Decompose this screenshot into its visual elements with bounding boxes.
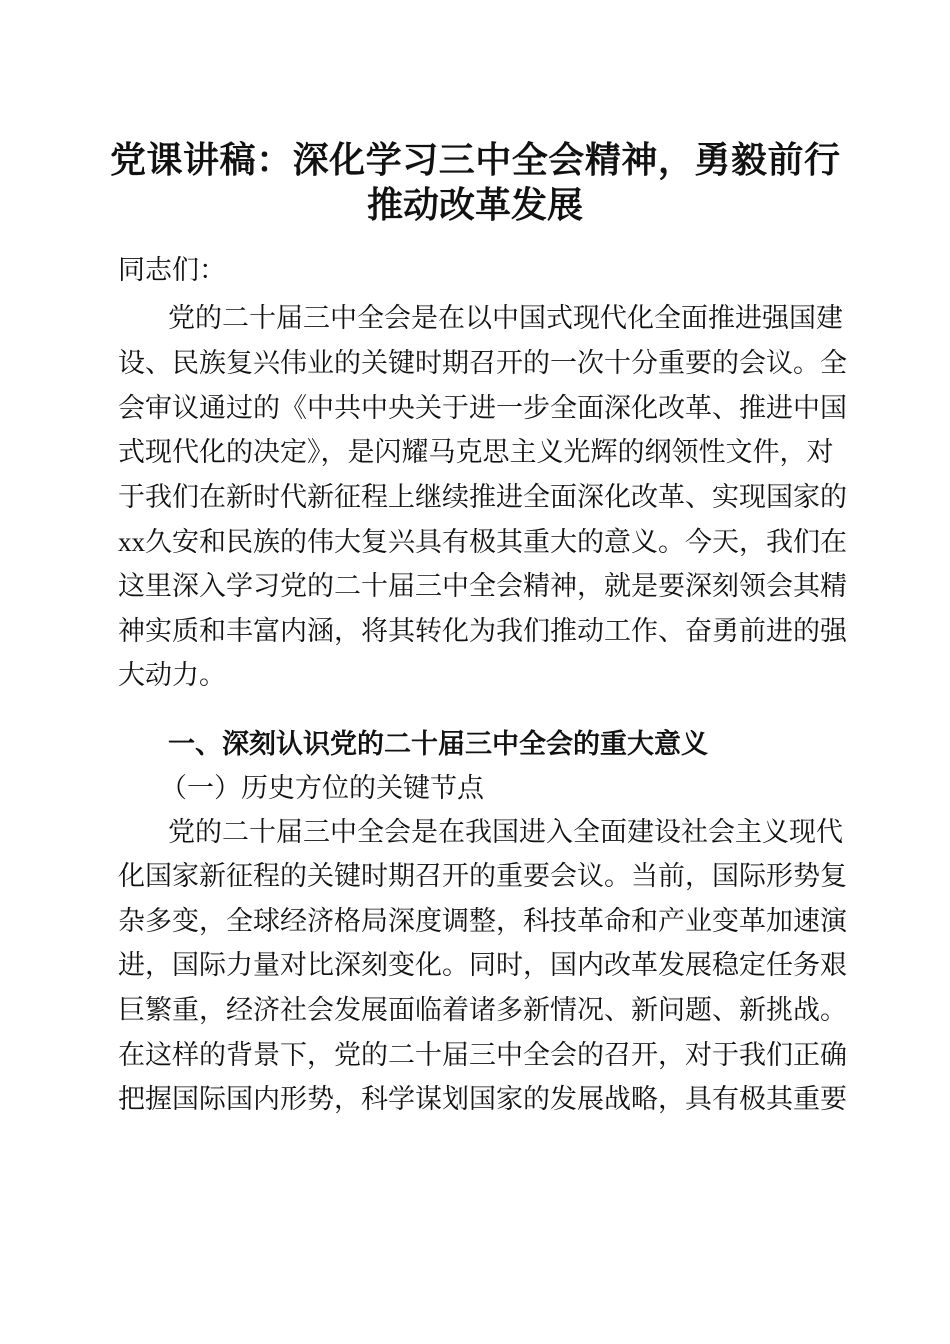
salutation: 同志们：: [118, 255, 226, 285]
paragraph-line: 化国家新征程的关键时期召开的重要会议。当前，国际形势复: [118, 861, 847, 891]
subsection-heading: （一）历史方位的关键节点: [160, 773, 484, 803]
paragraph-line: 于我们在新时代新征程上继续推进全面深化改革、实现国家的: [118, 482, 847, 512]
paragraph-line: 设、民族复兴伟业的关键时期召开的一次十分重要的会议。全: [118, 348, 847, 378]
paragraph-line: 在这样的背景下，党的二十届三中全会的召开，对于我们正确: [118, 1040, 847, 1070]
paragraph-line: 式现代化的决定》，是闪耀马克思主义光辉的纲领性文件，对: [118, 437, 834, 467]
paragraph-line: 巨繁重，经济社会发展面临着诸多新情况、新问题、新挑战。: [118, 995, 847, 1025]
paragraph-line: xx久安和民族的伟大复兴具有极其重大的意义。今天，我们在: [118, 527, 847, 557]
paragraph-line: 神实质和丰富内涵，将其转化为我们推动工作、奋勇前进的强: [118, 616, 847, 646]
paragraph-line: 党的二十届三中全会是在以中国式现代化全面推进强国建: [168, 303, 843, 333]
document-title-line-1: 党课讲稿：深化学习三中全会精神，勇毅前行: [110, 140, 840, 180]
paragraph-line: 进，国际力量对比深刻变化。同时，国内改革发展稳定任务艰: [118, 950, 847, 980]
paragraph-line: 杂多变，全球经济格局深度调整，科技革命和产业变革加速演: [118, 906, 847, 936]
paragraph-line: 会审议通过的《中共中央关于进一步全面深化改革、推进中国: [118, 393, 847, 423]
paragraph-line: 大动力。: [118, 660, 226, 690]
paragraph-line: 党的二十届三中全会是在我国进入全面建设社会主义现代: [168, 817, 843, 847]
section-heading: 一、深刻认识党的二十届三中全会的重大意义: [168, 729, 708, 759]
paragraph-line: 把握国际国内形势，科学谋划国家的发展战略，具有极其重要: [118, 1084, 847, 1114]
paragraph-line: 这里深入学习党的二十届三中全会精神，就是要深刻领会其精: [118, 571, 847, 601]
document-title-line-2: 推动改革发展: [366, 185, 583, 225]
